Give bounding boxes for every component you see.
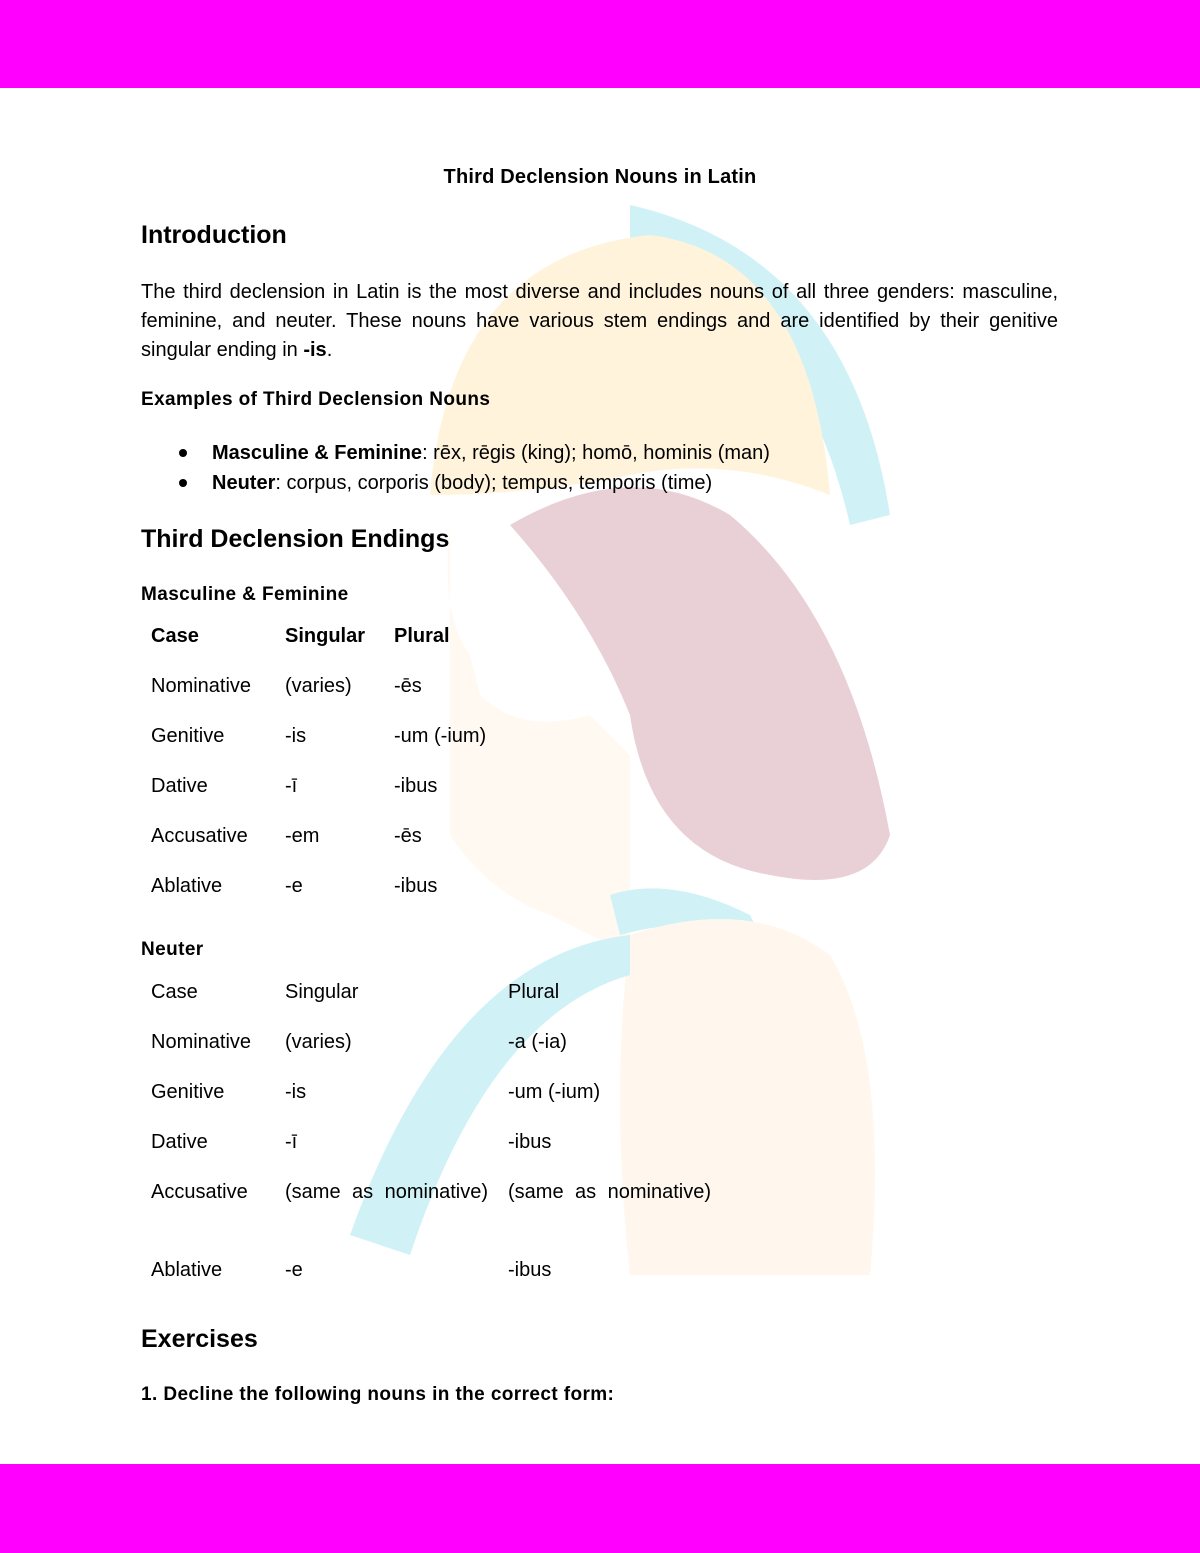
exercises-heading: Exercises	[141, 1325, 258, 1353]
table-row: Dative -ī -ibus	[151, 1131, 552, 1153]
table-header-row: Case Singular Plural	[151, 625, 450, 647]
list-item: Masculine & Feminine: rēx, rēgis (king); homō, hominis (man)	[141, 438, 770, 468]
examples-list	[141, 438, 770, 498]
intro-text-end: .	[326, 339, 333, 361]
masc-fem-endings-table	[141, 622, 524, 922]
neuter-heading: Neuter	[141, 939, 204, 960]
table-row: Genitive -is -um (-ium)	[151, 725, 487, 747]
table-row: Genitive -is -um (-ium)	[151, 1081, 601, 1103]
endings-heading: Third Declension Endings	[141, 525, 450, 553]
table-row: Accusative (same as nominative) (same as nominative)	[151, 1181, 711, 1203]
table-row: Nominative (varies) -ēs	[151, 675, 422, 697]
intro-genitive-ending: -is	[303, 339, 327, 361]
table-row: Accusative -em -ēs	[151, 825, 422, 847]
introduction-heading: Introduction	[141, 221, 287, 249]
list-item: Neuter: corpus, corporis (body); tempus, temporis (time)	[141, 468, 770, 498]
masc-fem-heading: Masculine & Feminine	[141, 584, 349, 605]
table-row: Ablative -e -ibus	[151, 875, 438, 897]
bullet-icon	[179, 449, 187, 457]
intro-text: The third declension in Latin is the most diverse and includes nouns of all three genders: masculine, feminine, and neuter. These nouns have various stem endings and are identified by their genitive singular ending in	[141, 281, 1058, 361]
table-header-row: Case Singular Plural	[151, 981, 560, 1003]
examples-heading: Examples of Third Declension Nouns	[141, 389, 491, 410]
top-magenta-band	[0, 0, 1200, 88]
introduction-paragraph	[141, 278, 1058, 365]
table-row: Ablative -e -ibus	[151, 1259, 552, 1281]
exercise-1-instruction: 1. Decline the following nouns in the correct form:	[141, 1384, 615, 1405]
table-row: Dative -ī -ibus	[151, 775, 438, 797]
document-title: Third Declension Nouns in Latin	[443, 166, 757, 188]
table-row: Nominative (varies) -a (-ia)	[151, 1031, 567, 1053]
bottom-magenta-band	[0, 1464, 1200, 1553]
bullet-icon	[179, 479, 187, 487]
neuter-endings-table	[141, 978, 721, 1306]
